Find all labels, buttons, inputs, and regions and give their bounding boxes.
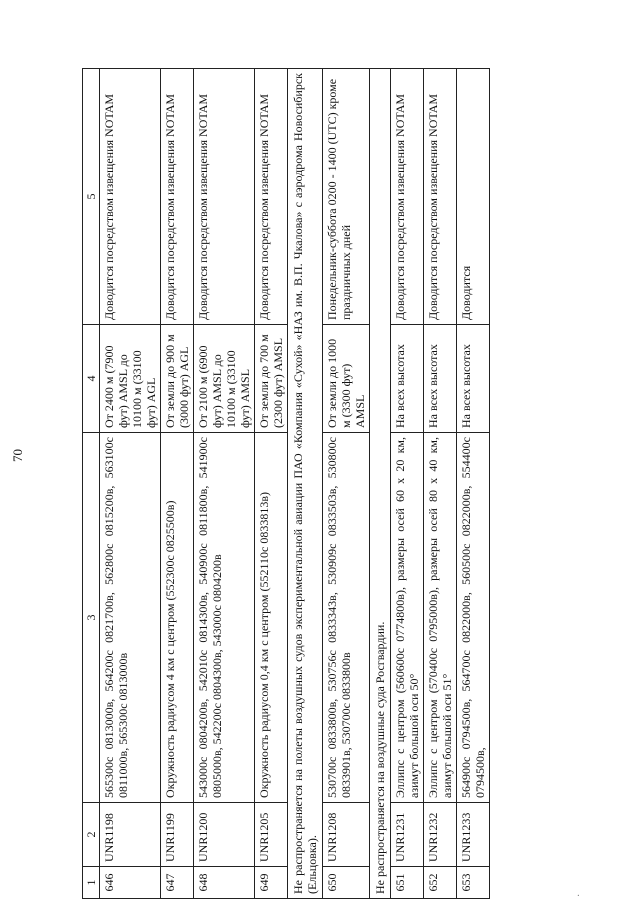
area-boundary: 530700с 0833800в, 530756с 0833343в, 530909с 0833503в, 530800с 0833901в, 530700с 0833800в <box>323 433 370 803</box>
area-altitude: От земли до 900 м (3000 фут) AGL <box>161 325 194 433</box>
note-text: Не распространяется на полеты воздушных судов экспериментальной авиации ПАО «Компания «Сухой» «НАЗ им. В.П. Чкалова» с аэродрома Новосибирск (Ельцовка). <box>288 69 323 899</box>
area-code: UNR1205 <box>255 803 288 867</box>
header-cell: 1 <box>83 867 100 899</box>
row-number: 651 <box>391 867 424 899</box>
header-cell: 2 <box>83 803 100 867</box>
row-number: 653 <box>457 867 490 899</box>
table-row <box>194 69 255 899</box>
area-code: UNR1200 <box>194 803 255 867</box>
area-code: UNR1208 <box>323 803 370 867</box>
area-code: UNR1199 <box>161 803 194 867</box>
activation-time: Доводится посредством извещения NOTAM <box>161 69 194 325</box>
area-boundary: Эллипс с центром (570400с 0795000в), размеры осей 80 х 40 км, азимут большой оси 51° <box>424 433 457 803</box>
area-boundary: Окружность радиусом 4 км с центром (552300с 0825500в) <box>161 433 194 803</box>
area-altitude: На всех высотах <box>424 325 457 433</box>
note-row <box>370 69 391 899</box>
area-code: UNR1233 <box>457 803 490 867</box>
area-boundary: Окружность радиусом 0,4 км с центром (552110с 0833813в) <box>255 433 288 803</box>
activation-time: Доводится <box>457 69 490 325</box>
area-code: UNR1232 <box>424 803 457 867</box>
area-boundary: Эллипс с центром (560600с 0774800в), размеры осей 60 х 20 км, азимут большой оси 50° <box>391 433 424 803</box>
activation-time: Понедельник-суббота 0200 - 1400 (UTC) кроме праздничных дней <box>323 69 370 325</box>
area-altitude: От земли до 1000 м (3300 фут) AMSL <box>323 325 370 433</box>
area-code: UNR1231 <box>391 803 424 867</box>
area-altitude: На всех высотах <box>391 325 424 433</box>
row-number: 649 <box>255 867 288 899</box>
note-row <box>288 69 323 899</box>
restricted-areas-table <box>82 68 490 899</box>
area-boundary: 565300с 0813000в, 564200с 0821700в, 562800с 0815200в, 563100с 0811000в, 565300с 0813000в <box>100 433 161 803</box>
table-row <box>255 69 288 899</box>
area-altitude: От 2400 м (7900 фут) AMSL до 10100 м (33100 фут) AGL <box>100 325 161 433</box>
activation-time: Доводится посредством извещения NOTAM <box>100 69 161 325</box>
table-row <box>161 69 194 899</box>
page-number: 70 <box>10 449 25 462</box>
area-altitude: От земли до 700 м (2300 фут) AMSL <box>255 325 288 433</box>
table-row <box>391 69 424 899</box>
activation-time: Доводится посредством извещения NOTAM <box>194 69 255 325</box>
row-number: 652 <box>424 867 457 899</box>
row-number: 648 <box>194 867 255 899</box>
row-number: 646 <box>100 867 161 899</box>
table-row <box>100 69 161 899</box>
header-cell: 5 <box>83 69 100 325</box>
scan-mark: · <box>574 893 585 897</box>
area-boundary: 543000с 0804200в, 542010с 0814300в, 540900с 0811800в, 541900с 0805000в, 542200с 0804300в, 543000с 0804200в <box>194 433 255 803</box>
table-row <box>457 69 490 899</box>
activation-time: Доводится посредством извещения NOTAM <box>255 69 288 325</box>
activation-time: Доводится посредством извещения NOTAM <box>424 69 457 325</box>
header-cell: 4 <box>83 325 100 433</box>
area-altitude: От 2100 м (6900 фут) AMSL до 10100 м (33100 фут) AMSL <box>194 325 255 433</box>
activation-time: Доводится посредством извещения NOTAM <box>391 69 424 325</box>
row-number: 647 <box>161 867 194 899</box>
header-cell: 3 <box>83 433 100 803</box>
note-text: Не распространяется на воздушные суда Росгвардии. <box>370 69 391 899</box>
area-altitude: На всех высотах <box>457 325 490 433</box>
header-row <box>83 69 100 899</box>
area-code: UNR1198 <box>100 803 161 867</box>
table-row <box>424 69 457 899</box>
area-boundary: 564900с 0794500в, 564700с 0822000в, 560500с 0822000в, 554400с 0794500в, <box>457 433 490 803</box>
table-row <box>323 69 370 899</box>
row-number: 650 <box>323 867 370 899</box>
